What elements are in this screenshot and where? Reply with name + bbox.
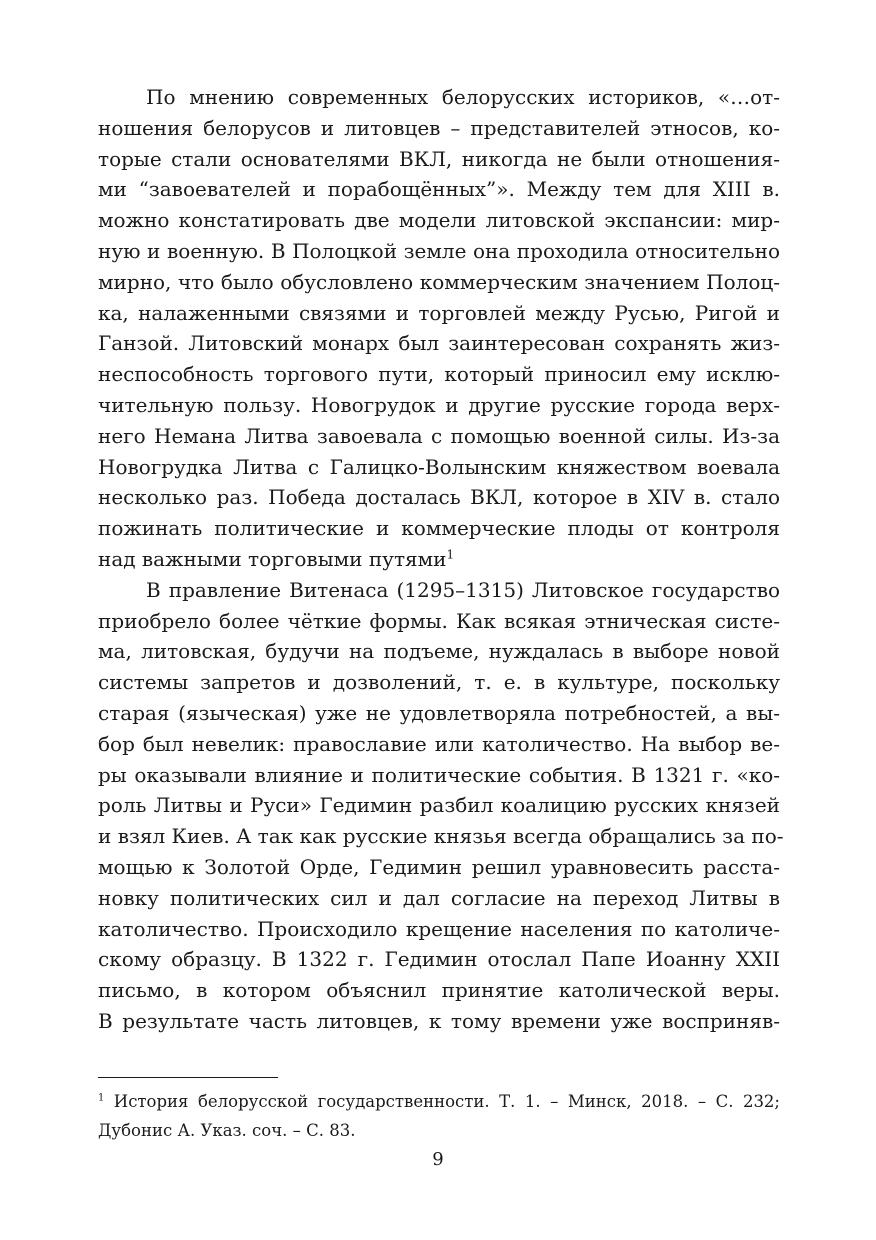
text-line: ношения белорусов и литовцев – представителей этносов, ко-: [98, 115, 780, 140]
text-line: ка, налаженными связями и торговлей между Русью, Ригой и: [98, 300, 780, 325]
text-line: [98, 544, 780, 575]
footnote-line: [98, 1087, 780, 1116]
text-line: ми “завоевателей и порабощённых”». Между тем для XIII в.: [98, 177, 780, 202]
text-line: неспособность торгового пути, который приносил ему исклю-: [98, 362, 780, 387]
text-line: несколько раз. Победа досталась ВКЛ, которое в XIV в. стало: [98, 485, 780, 510]
text-line: можно констатировать две модели литовской экспансии: мир-: [98, 208, 780, 233]
text-line: пожинать политические и коммерческие плоды от контроля: [98, 516, 780, 541]
footnote-reference[interactable]: 1: [446, 547, 455, 562]
text-line: новку политических сил и дал согласие на переход Литвы в: [98, 885, 780, 910]
footnote: [98, 1087, 780, 1145]
text-line: роль Литвы и Руси» Гедимин разбил коалицию русских князей: [98, 793, 780, 818]
text-line: В правление Витенаса (1295–1315) Литовское государство: [146, 577, 780, 602]
text-line: скому образцу. В 1322 г. Гедимин отослал Папе Иоанну XXII: [98, 947, 780, 972]
text-line: него Немана Литва завоевала с помощью военной силы. Из-за: [98, 423, 780, 448]
text-line: системы запретов и дозволений, т. е. в культуре, поскольку: [98, 670, 780, 695]
text-line-content: над важными торговыми путями: [98, 546, 447, 571]
text-line: письмо, в котором объяснил принятие католической веры.: [98, 978, 780, 1003]
text-line: старая (языческая) уже не удовлетворяла потребностей, а вы-: [98, 700, 780, 725]
text-line: ма, литовская, будучи на подъеме, нуждалась в выборе новой: [98, 639, 780, 664]
footnote-text: История белорусской государственности. Т. 1. – Минск, 2018. – С. 232;: [104, 1092, 780, 1111]
text-line: мощью к Золотой Орде, Гедимин решил уравновесить расста-: [98, 854, 780, 879]
text-line: Новогрудка Литва с Галицко-Волынским княжеством воевала: [98, 454, 780, 479]
text-line: ную и военную. В Полоцкой земле она проходила относительно: [98, 238, 780, 263]
text-line: католичество. Происходило крещение населения по католиче-: [98, 916, 780, 941]
text-line: приобрело более чёткие формы. Как всякая этническая систе-: [98, 608, 780, 633]
text-line: и взял Киев. А так как русские князья всегда обращались за по-: [98, 824, 784, 849]
footnote-divider: [98, 1077, 278, 1078]
text-line: мирно, что было обусловлено коммерческим значением Полоц-: [98, 269, 780, 294]
text-line: торые стали основателями ВКЛ, никогда не были отношения-: [98, 146, 780, 171]
text-line: Ганзой. Литовский монарх был заинтересован сохранять жиз-: [98, 331, 780, 356]
text-line: бор был невелик: православие или католичество. На выбор ве-: [98, 731, 780, 756]
text-line: ры оказывали влияние и политические события. В 1321 г. «ко-: [98, 762, 780, 787]
text-line: В результате часть литовцев, к тому времени уже восприняв-: [98, 1008, 780, 1033]
main-text: [98, 82, 784, 1037]
text-line: чительную пользу. Новогрудок и другие русские города верх-: [98, 392, 780, 417]
footnote-marker: 1: [98, 1092, 105, 1104]
footnote-line: Дубонис А. Указ. соч. – С. 83.: [98, 1121, 356, 1140]
text-line: По мнению современных белорусских историков, «…от-: [146, 85, 780, 109]
page-number: 9: [432, 1149, 444, 1170]
